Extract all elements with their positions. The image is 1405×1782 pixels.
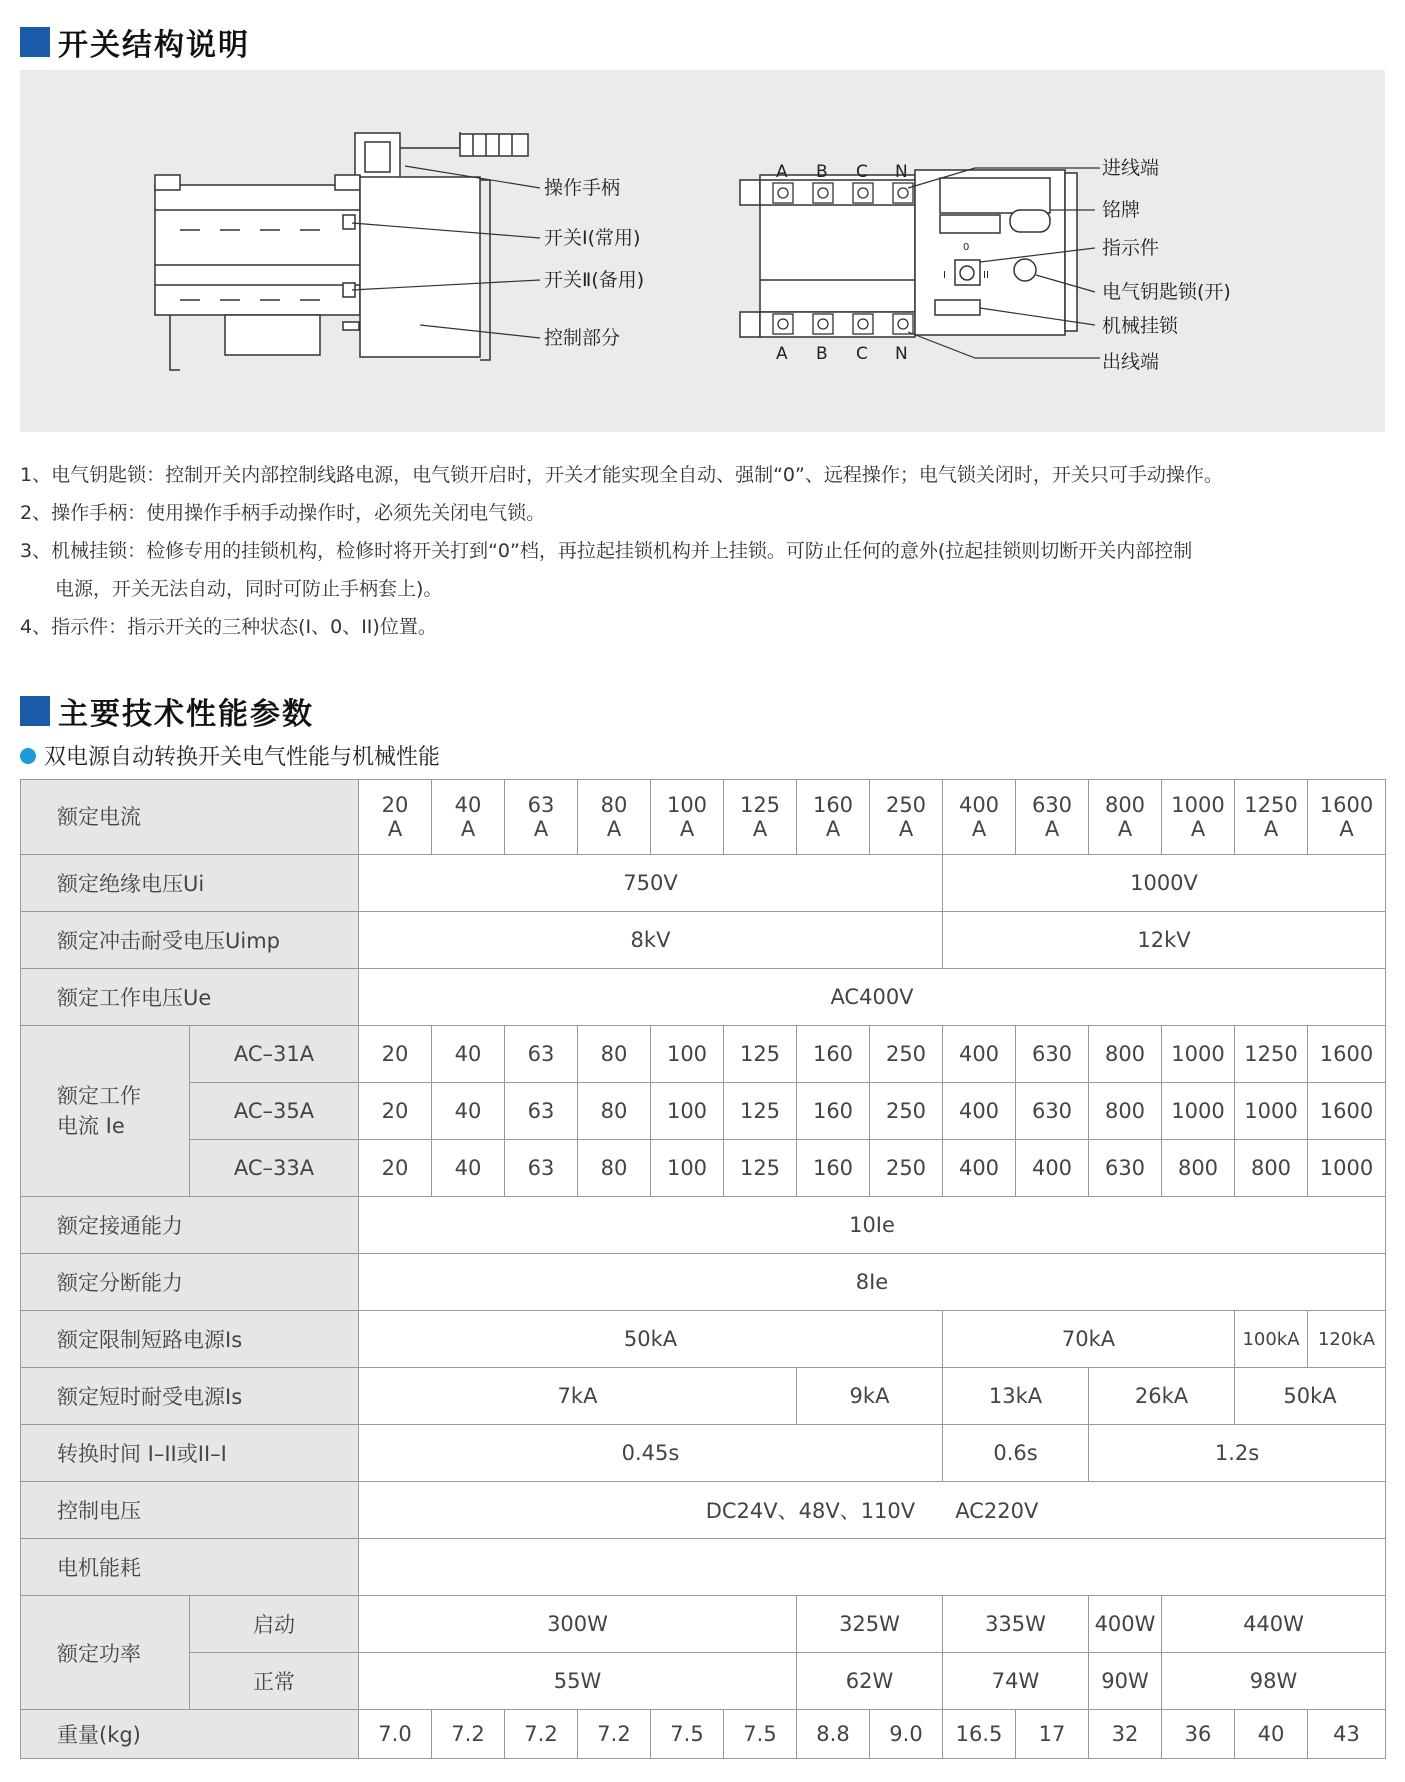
ie-value-cell: 63 [505,1083,578,1140]
table-row [21,1140,1386,1197]
ie-value-cell: 20 [359,1083,432,1140]
table-cell: 335W [943,1596,1089,1653]
dial-label-2: II [983,270,989,281]
rated-current-cell [870,780,943,855]
table-cell: 400W [1089,1596,1162,1653]
rated-current-cell [432,780,505,855]
ie-value-cell: 1000 [1308,1140,1386,1197]
ie-value-cell: 400 [943,1140,1016,1197]
ie-value-cell: 40 [432,1026,505,1083]
bullet-dot-icon [20,748,36,764]
row-label: 控制电压 [21,1482,359,1539]
table-cell: 9kA [797,1368,943,1425]
ie-value-cell: 630 [1016,1083,1089,1140]
weight-cell: 36 [1162,1710,1235,1759]
rated-current-value: 1250 [1244,793,1298,817]
dial-label-0: 0 [963,242,970,253]
table-row [21,1539,1386,1596]
table-row [21,1482,1386,1539]
row-label: 重量(kg) [21,1710,359,1759]
utilization-category: AC–31A [190,1026,359,1083]
ie-value-cell: 630 [1016,1026,1089,1083]
ie-value-cell: 20 [359,1026,432,1083]
row-label: 额定绝缘电压Ui [21,855,359,912]
table-row [21,1425,1386,1482]
ie-value-cell: 250 [870,1083,943,1140]
weight-cell: 7.0 [359,1710,432,1759]
rated-current-cell [651,780,724,855]
ie-value-cell: 1000 [1235,1083,1308,1140]
left-switch-view [155,132,528,370]
table-cell: 55W [359,1653,797,1710]
rated-current-unit: A [971,817,987,841]
table-cell: 440W [1162,1596,1386,1653]
rated-current-value: 160 [812,793,854,817]
utilization-category: AC–33A [190,1140,359,1197]
ie-value-cell: 40 [432,1083,505,1140]
label-electric-key-lock: 电气钥匙锁(开) [1102,281,1231,303]
rated-current-value: 400 [958,793,1000,817]
terminal-n-bottom: N [895,344,908,364]
rated-current-value: 80 [600,793,628,817]
table-cell: 62W [797,1653,943,1710]
table-cell: 74W [943,1653,1089,1710]
rated-current-cell [1308,780,1386,855]
row-label: 额定接通能力 [21,1197,359,1254]
table-cell: 0.6s [943,1425,1089,1482]
table-cell: 8Ie [359,1254,1386,1311]
table-cell: 750V [359,855,943,912]
table-subtitle [20,740,440,771]
table-cell: 50kA [1235,1368,1386,1425]
table-cell: 70kA [943,1311,1235,1368]
table-row [21,855,1386,912]
ie-value-cell: 1000 [1162,1026,1235,1083]
table-row [21,969,1386,1026]
table-row [21,1596,1386,1653]
weight-cell: 7.2 [505,1710,578,1759]
table-cell: 26kA [1089,1368,1235,1425]
table-cell: 7kA [359,1368,797,1425]
ie-value-cell: 800 [1162,1140,1235,1197]
weight-cell: 43 [1308,1710,1386,1759]
section-title: 开关结构说明 [58,28,250,63]
rated-current-unit: A [387,817,403,841]
note-2: 2、操作手柄：使用操作手柄手动操作时，必须先关闭电气锁。 [20,502,546,524]
rated-current-unit: A [1044,817,1060,841]
table-row [21,912,1386,969]
rated-current-cell [578,780,651,855]
table-row [21,1368,1386,1425]
table-cell: 300W [359,1596,797,1653]
table-row [21,1083,1386,1140]
ie-value-cell: 100 [651,1140,724,1197]
ie-value-cell: 400 [1016,1140,1089,1197]
rated-current-cell [1089,780,1162,855]
notes-list [20,456,1390,646]
rated-current-value: 250 [885,793,927,817]
ie-value-cell: 80 [578,1083,651,1140]
ie-value-cell: 800 [1089,1026,1162,1083]
row-label: 额定功率 [21,1596,190,1710]
rated-current-unit: A [679,817,695,841]
terminal-c-bottom: C [856,344,868,364]
rated-current-value: 1000 [1171,793,1225,817]
right-labels [1102,157,1231,373]
rated-current-unit: A [752,817,768,841]
switch-drawing [20,70,1385,432]
weight-cell: 40 [1235,1710,1308,1759]
section-heading-specs [20,689,314,733]
power-start-label: 启动 [190,1596,359,1653]
terminal-c-top: C [856,162,868,182]
rated-current-unit: A [533,817,549,841]
row-label: 额定工作电压Ue [21,969,359,1026]
subtitle-text: 双电源自动转换开关电气性能与机械性能 [44,745,441,770]
ie-value-cell: 800 [1235,1140,1308,1197]
weight-cell: 32 [1089,1710,1162,1759]
rated-current-value: 40 [454,793,482,817]
rated-current-cell [1235,780,1308,855]
ie-value-cell: 100 [651,1026,724,1083]
row-label: 额定限制短路电源Is [21,1311,359,1368]
table-cell: 1000V [943,855,1386,912]
terminal-a-bottom: A [776,344,788,364]
table-cell: 100kA [1235,1311,1308,1368]
ie-value-cell: 63 [505,1140,578,1197]
utilization-category: AC–35A [190,1083,359,1140]
row-label-line1: 额定工作 [57,1084,141,1108]
ie-value-cell: 125 [724,1140,797,1197]
ie-value-cell: 160 [797,1026,870,1083]
ie-value-cell: 1600 [1308,1083,1386,1140]
rated-current-value: 125 [739,793,781,817]
label-mechanical-padlock: 机械挂锁 [1102,315,1179,337]
weight-cell: 17 [1016,1710,1089,1759]
note-1: 1、电气钥匙锁：控制开关内部控制线路电源，电气锁开启时，开关才能实现全自动、强制“0”、远程操作；电气锁关闭时，开关只可手动操作。 [20,464,1223,486]
note-3: 3、机械挂锁：检修专用的挂锁机构，检修时将开关打到“0”档，再拉起挂锁机构并上挂锁。可防止任何的意外(拉起挂锁则切断开关内部控制 [20,540,1193,562]
table-cell: 50kA [359,1311,943,1368]
rated-current-value: 800 [1104,793,1146,817]
table-row [21,1026,1386,1083]
ie-value-cell: 160 [797,1140,870,1197]
rated-current-cell [1016,780,1089,855]
rated-current-unit: A [825,817,841,841]
switch-structure-diagram [20,70,1385,432]
rated-current-cell [505,780,578,855]
rated-current-cell [943,780,1016,855]
weight-cell: 7.5 [651,1710,724,1759]
rated-current-unit: A [1339,817,1354,841]
label-switch-1: 开关Ⅰ(常用) [544,227,641,249]
left-labels [544,177,644,349]
note-3-continued: 电源，开关无法自动，同时可防止手柄套上)。 [55,578,443,600]
weight-cell: 7.2 [578,1710,651,1759]
table-cell: 10Ie [359,1197,1386,1254]
ie-value-cell: 125 [724,1026,797,1083]
table-row [21,1653,1386,1710]
row-label: 电机能耗 [21,1539,359,1596]
table-row [21,1254,1386,1311]
power-normal-label: 正常 [190,1653,359,1710]
table-cell: 325W [797,1596,943,1653]
ie-value-cell: 400 [943,1026,1016,1083]
terminal-a-top: A [776,162,788,182]
rated-current-unit: A [460,817,476,841]
weight-cell: 7.2 [432,1710,505,1759]
row-label-line2: 电流 Ie [57,1114,125,1138]
label-switch-2: 开关Ⅱ(备用) [544,269,645,291]
table-cell: 120kA [1308,1311,1386,1368]
ie-value-cell: 63 [505,1026,578,1083]
weight-cell: 16.5 [943,1710,1016,1759]
row-label: 转换时间 I–II或II–I [21,1425,359,1482]
ie-value-cell: 20 [359,1140,432,1197]
table-row [21,1710,1386,1759]
table-row [21,1197,1386,1254]
terminal-b-bottom: B [816,344,828,364]
label-control-part: 控制部分 [544,327,621,349]
ie-value-cell: 40 [432,1140,505,1197]
section-title: 主要技术性能参数 [58,697,314,732]
ie-value-cell: 630 [1089,1140,1162,1197]
rated-current-value: 63 [527,793,555,817]
ie-value-cell: 80 [578,1026,651,1083]
table-cell: 90W [1089,1653,1162,1710]
table-cell: 1.2s [1089,1425,1386,1482]
label-nameplate: 铭牌 [1102,199,1141,221]
terminal-b-top: B [816,162,828,182]
terminal-n-top: N [895,162,908,182]
weight-cell: 7.5 [724,1710,797,1759]
label-incoming-terminal: 进线端 [1102,157,1160,179]
ie-value-cell: 80 [578,1140,651,1197]
label-indicator: 指示件 [1102,237,1160,259]
rated-current-cell [797,780,870,855]
ie-value-cell: 400 [943,1083,1016,1140]
ie-value-cell: 800 [1089,1083,1162,1140]
rated-current-value: 630 [1031,793,1073,817]
ie-value-cell: 250 [870,1140,943,1197]
rated-current-unit: A [1263,817,1279,841]
dial-label-1: I [943,270,946,281]
rated-current-value: 1600 [1319,793,1374,817]
ie-value-cell: 250 [870,1026,943,1083]
section-marker [20,27,50,57]
table-cell [359,1539,1386,1596]
table-row [21,1311,1386,1368]
table-cell: 13kA [943,1368,1089,1425]
ie-value-cell: 1600 [1308,1026,1386,1083]
rated-current-value: 20 [381,793,409,817]
ie-value-cell: 160 [797,1083,870,1140]
spec-table [20,779,1386,1759]
table-cell: DC24V、48V、110V AC220V [359,1482,1386,1539]
rated-current-value: 100 [666,793,708,817]
rated-current-cell [1162,780,1235,855]
ie-value-cell: 1000 [1162,1083,1235,1140]
rated-current-unit: A [1190,817,1206,841]
row-label: 额定冲击耐受电压Uimp [21,912,359,969]
section-heading-structure [20,20,250,64]
row-label: 额定分断能力 [21,1254,359,1311]
table-cell: AC400V [359,969,1386,1026]
ie-value-cell: 125 [724,1083,797,1140]
rated-current-unit: A [606,817,622,841]
note-4: 4、指示件：指示开关的三种状态(I、0、II)位置。 [20,616,437,638]
ie-value-cell: 1250 [1235,1026,1308,1083]
rated-current-cell [359,780,432,855]
table-cell: 0.45s [359,1425,943,1482]
row-label [21,1026,190,1197]
rated-current-unit: A [1117,817,1133,841]
rated-current-unit: A [898,817,914,841]
ie-value-cell: 100 [651,1083,724,1140]
table-row [21,780,1386,855]
section-marker [20,696,50,726]
row-label: 额定短时耐受电源Is [21,1368,359,1425]
weight-cell: 8.8 [797,1710,870,1759]
table-cell: 98W [1162,1653,1386,1710]
label-outgoing-terminal: 出线端 [1102,351,1160,373]
table-cell: 8kV [359,912,943,969]
label-operating-handle: 操作手柄 [544,177,621,199]
row-label: 额定电流 [21,780,359,855]
rated-current-cell [724,780,797,855]
weight-cell: 9.0 [870,1710,943,1759]
table-cell: 12kV [943,912,1386,969]
